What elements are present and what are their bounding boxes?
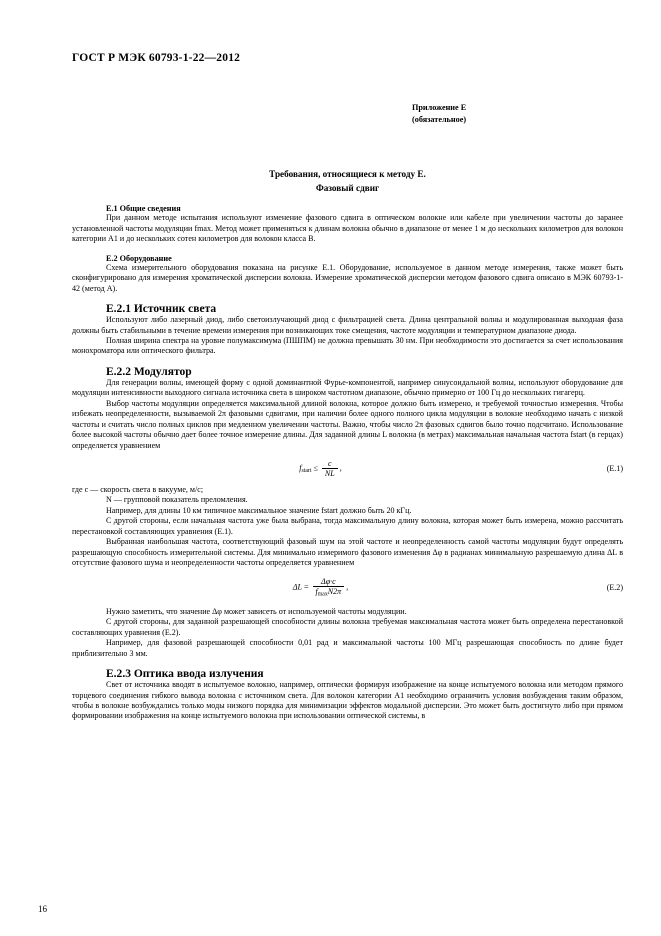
formula-e1-numerator: c <box>322 459 338 469</box>
annex-block <box>412 102 623 126</box>
section-heading-e22: Е.2.2 Модулятор <box>106 365 192 378</box>
formula-e2-numerator: Δφ·c <box>313 577 345 587</box>
section-e21-paragraph-2: Полная ширина спектра на уровне полумаксимума (ПШПМ) не должна превышать 30 нм. При необходимости это достигается за счет использования монохроматора или оптического фильтра. <box>72 336 623 356</box>
formula-e1-relation: ≤ <box>313 463 318 473</box>
formula-e2-fraction <box>313 577 345 598</box>
section-e22-paragraph-1: Для генерации волны, имеющей форму с одной доминантной Фурье-компонентой, например синусоидальной волны, используют оборудование для модуляции интенсивности выходного сигнала источника света в широком частотном диапазоне, обычно примерно от 100 Гц до нескольких гигагерц. <box>72 377 623 398</box>
formula-e2-trailing: , <box>346 582 349 592</box>
formula-e1-fraction <box>322 459 338 479</box>
formula-e2 <box>72 577 569 598</box>
section-e22-paragraph-2: Выбор частоты модуляции определяется максимальной длиной волокна, которое должно быть измерено, и требуемой точностью измерения. Чтобы избежать неопределенности, вызываемой 2π фазовыми сдвигами, при наличии более одного полного цикла модуляции в волокне необходимо начать с низкой частоты и считать число полных циклов при медленном увеличении частоты. Важно, чтобы число 2π фазовых сдвигов было точно подсчитано. Использование более высокой частоты обычно дает более точное измерение длины. Для заданной длины L волокна (в метрах) максимальная начальная частота fstart (в герцах) определяется уравнением <box>72 398 623 450</box>
section-e2-paragraph-1: Схема измерительного оборудования показана на рисунке Е.1. Оборудование, используемое в данном методе измерения, также может быть сконфигурировано для измерения хроматической дисперсии волокна. Измерение хроматической дисперсии методом фазового сдвига описано в МЭК 60793-1-42 (метод А). <box>72 262 623 293</box>
formula-e1-lhs: f <box>299 463 302 473</box>
formula-e1-definition-c: где c — скорость света в вакууме, м/с; <box>72 484 204 494</box>
section-heading-e1: Е.1 Общие сведения <box>106 204 181 214</box>
section-heading-e2: Е.2 Оборудование <box>106 253 172 263</box>
page-title <box>72 168 623 196</box>
formula-e1-row <box>72 459 623 479</box>
page-title-line2: Фазовый сдвиг <box>315 182 380 193</box>
formula-e2-relation: = <box>303 582 309 592</box>
page-header-standard-title: ГОСТ Р МЭК 60793-1-22—2012 <box>72 52 241 64</box>
paragraph-resolution: Выбранная наибольшая частота, соответствующий фазовый шум на этой частоте и неопределенность самой частоты модуляции будут определять разрешающую способность измерительной системы. Для минимально измеримого фазового изменения Δφ в радианах минимальную разрешаемую длина ΔL в отсутствие фазового шума и неопределенности частоты определяется уравнением <box>72 537 623 568</box>
section-heading-e21: Е.2.1 Источник света <box>106 303 217 316</box>
section-heading-e23: Е.2.3 Оптика ввода излучения <box>106 668 264 681</box>
paragraph-example-resolution: Например, для фазовой разрешающей способности 0,01 рад и максимальной частоты 100 МГц разрешающая способность по длине будет приблизительно 3 мм. <box>72 638 623 658</box>
paragraph-rearrange-e2: С другой стороны, для заданной разрешающей способности длины волокна требуемая максимальная частота может быть определена перестановкой составляющих уравнения (Е.2). <box>72 617 623 637</box>
formula-e2-denominator-subscript: max <box>317 591 328 598</box>
formula-e2-row <box>72 577 623 598</box>
formula-e1 <box>72 459 569 479</box>
formula-e2-denominator-f: f <box>315 586 318 596</box>
section-e1-paragraph-1: При данном методе испытания используют изменение фазового сдвига в оптическом волокне или кабеле при увеличении частоты до заранее установленной частоты модуляции fmax. Метод может применяться к длинам волокна обычно в диапазоне от менее 1 м до нескольких километров для волокон категории А1 и до нескольких сотен километров для волокон класса В. <box>72 213 623 244</box>
paragraph-phase-note: Нужно заметить, что значение Δφ может зависеть от используемой частоты модуляции. <box>106 606 407 616</box>
formula-e1-denominator: NL <box>324 469 335 479</box>
section-e23-paragraph-1: Свет от источника вводят в испытуемое волокно, например, оптически формируя изображение на конце испытуемого волокна или методом прямого торцевого соединения гибкого вывода волокна с источником света. Для волокон категории А1 необходимо ограничить условия возбуждения таким образом, чтобы в волокне возбуждались только моды низкого порядка для минимизации эффектов модальной дисперсии. Это может быть достигнуто либо при прямом формировании изображения на конце испытуемого волокна при использовании оптической системы, в <box>72 680 623 721</box>
formula-e1-definition-n: N — групповой показатель преломления. <box>106 495 248 505</box>
annex-sublabel: (обязательное) <box>412 114 467 124</box>
formula-e1-trailing: , <box>339 463 342 473</box>
annex-label: Приложение Е <box>412 103 467 112</box>
formula-e2-denominator <box>313 587 345 598</box>
formula-e1-number: (Е.1) <box>606 464 623 474</box>
formula-e2-denominator-rest: N2π <box>327 586 342 596</box>
paragraph-rearrange-e1: С другой стороны, если начальная частота уже была выбрана, тогда максимальную длину волокна, которая может быть измерена, можно рассчитать перестановкой составляющих уравнения (Е.1). <box>72 516 623 536</box>
formula-e2-lhs: ΔL <box>292 582 302 592</box>
formula-e1-definitions <box>72 485 623 506</box>
formula-e2-number: (Е.2) <box>606 582 623 592</box>
formula-e1-lhs-subscript: start <box>301 468 312 475</box>
page-number: 16 <box>38 904 47 914</box>
section-e21-paragraph-1: Используют либо лазерный диод, либо светоизлучающий диод с фильтрацией света. Длина центральной волны и модулированная выходная фаза должны быть стабильными в течение времени измерения при возникающих токе смещения, частоте модуляции и температурном диапазоне диода. <box>72 315 623 335</box>
page-title-line1: Требования, относящиеся к методу Е. <box>269 168 426 179</box>
paragraph-example-10km: Например, для длины 10 км типичное максимальное значение fstart должно быть 20 кГц. <box>106 505 412 515</box>
